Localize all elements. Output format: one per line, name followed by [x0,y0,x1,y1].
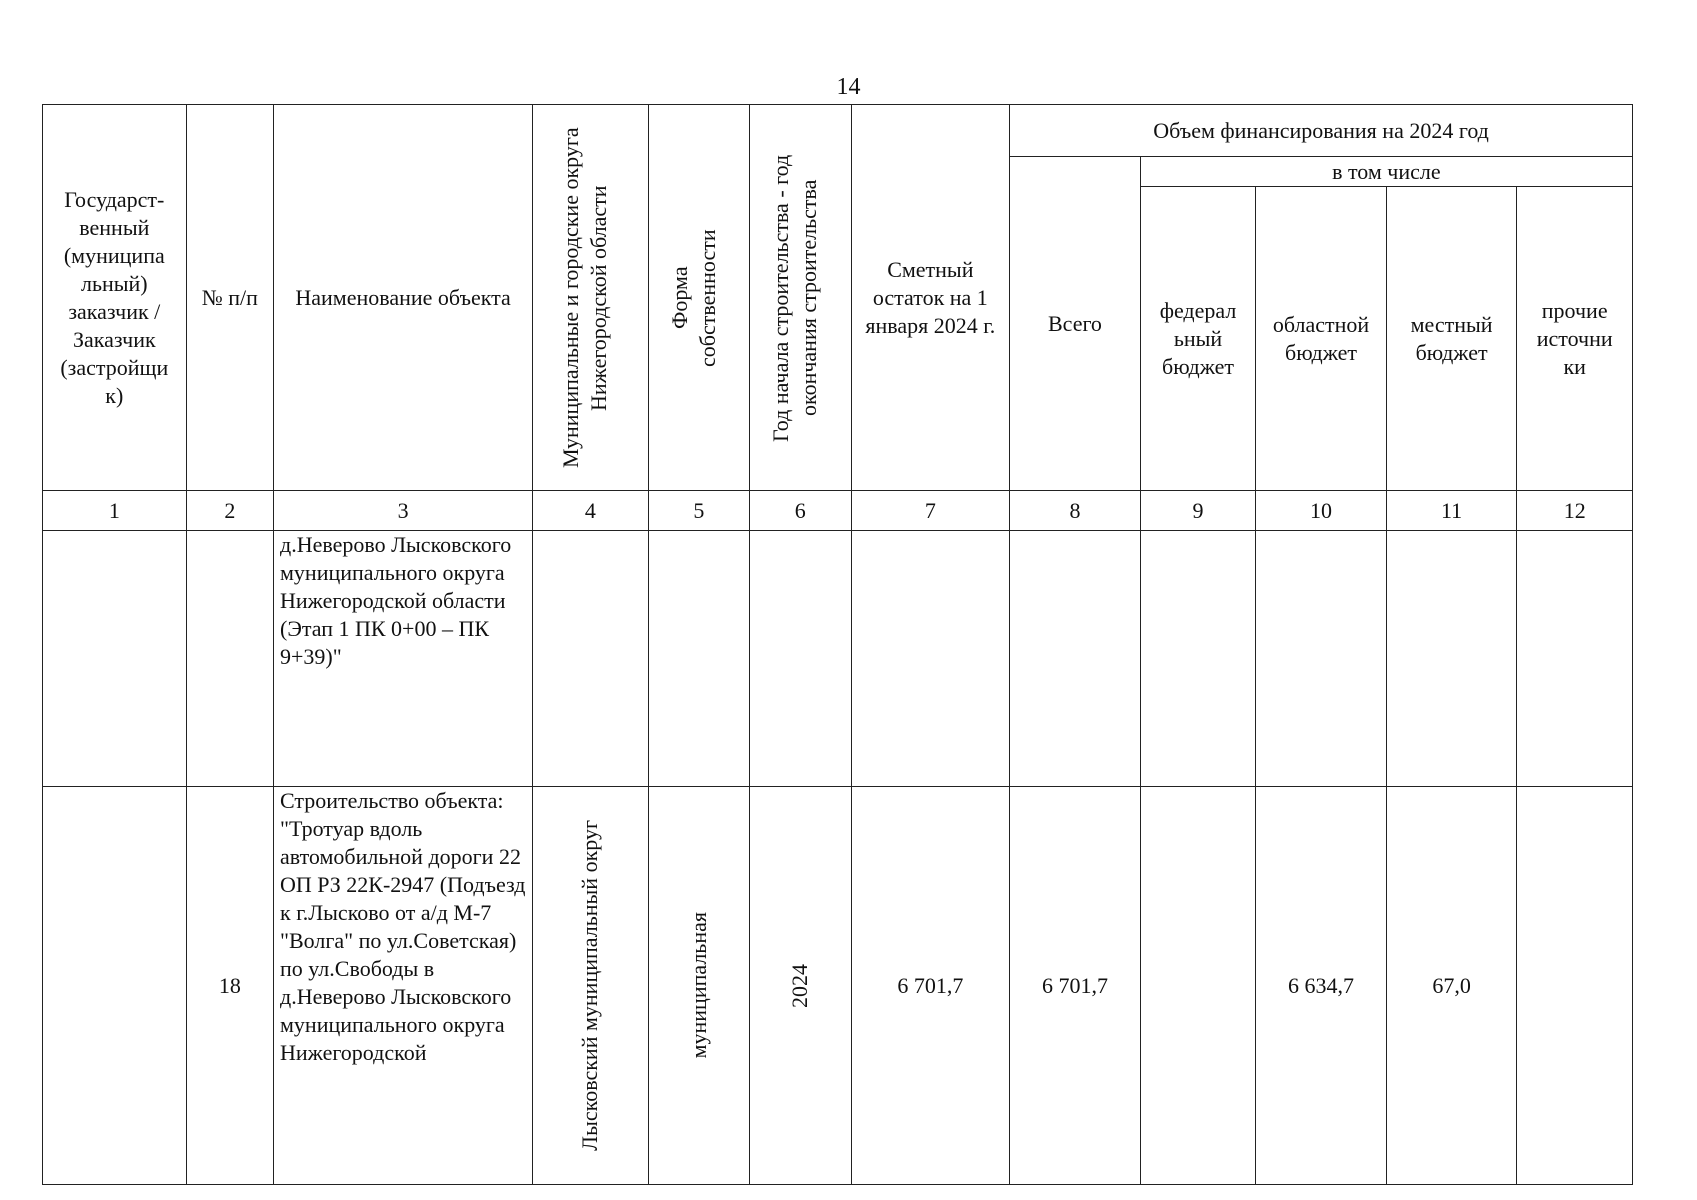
cell-local [1386,531,1517,787]
cell-regional: 6 634,7 [1256,787,1387,1185]
cell-federal [1140,787,1256,1185]
cell-ownership-label: муниципальная [685,912,711,1059]
header-customer: Государст-венный (муниципа льный) заказчик / Заказчик (застройщи к) [43,105,187,491]
header-total: Всего [1010,157,1141,491]
cell-total [1010,531,1141,787]
cell-federal [1140,531,1256,787]
column-number: 10 [1256,491,1387,531]
cell-estimate [851,531,1010,787]
column-number: 4 [533,491,649,531]
cell-other [1517,531,1633,787]
cell-object-name: Строительство объекта: "Тротуар вдоль автомобильной дороги 22 ОП РЗ 22К-2947 (Подъезд к г.Лысково от а/д М-7 "Волга" по ул.Советская) по ул.Свободы в д.Неверово Лысковского муниципального округа Нижегородской [274,787,533,1185]
page-number: 14 [836,74,861,100]
cell-estimate: 6 701,7 [851,787,1010,1185]
cell-object-name: д.Неверово Лысковского муниципального округа Нижегородской области (Этап 1 ПК 0+00 – ПК 9+39)" [274,531,533,787]
cell-district [533,531,649,787]
table-row [43,531,1633,787]
column-number: 6 [750,491,851,531]
column-number: 3 [274,491,533,531]
cell-customer [43,787,187,1185]
cell-other [1517,787,1633,1185]
column-number: 11 [1386,491,1517,531]
cell-customer [43,531,187,787]
cell-local: 67,0 [1386,787,1517,1185]
header-districts [533,105,649,491]
column-number: 8 [1010,491,1141,531]
table-row [43,787,1633,1185]
header-local: местный бюджет [1386,187,1517,491]
header-regional: областной бюджет [1256,187,1387,491]
column-number: 2 [186,491,273,531]
header-districts-label: Муниципальные и городские округа Нижегородской области [558,127,612,468]
column-number: 7 [851,491,1010,531]
cell-ownership [648,531,749,787]
cell-years-label: 2024 [787,963,813,1008]
cell-regional [1256,531,1387,787]
cell-ownership [648,787,749,1185]
header-estimate: Сметный остаток на 1 января 2024 г. [851,105,1010,491]
header-federal: федерал ьный бюджет [1140,187,1256,491]
header-years-label: Год начала строительства - год окончания строительства [768,153,822,442]
column-number: 12 [1517,491,1633,531]
construction-financing-table [42,104,1633,1185]
column-number: 9 [1140,491,1256,531]
header-ownership [648,105,749,491]
cell-district-label: Лысковский муниципальный округ [577,820,603,1151]
header-financing: Объем финансирования на 2024 год [1010,105,1633,157]
cell-number [186,531,273,787]
header-including: в том числе [1140,157,1632,187]
header-object-name: Наименование объекта [274,105,533,491]
cell-years [750,531,851,787]
header-other: прочие источни ки [1517,187,1633,491]
header-ownership-label: Форма собственности [666,228,720,367]
column-numbers-row [43,491,1633,531]
cell-district [533,787,649,1185]
cell-total: 6 701,7 [1010,787,1141,1185]
column-number: 1 [43,491,187,531]
column-number: 5 [648,491,749,531]
cell-number: 18 [186,787,273,1185]
header-number: № п/п [186,105,273,491]
cell-years [750,787,851,1185]
header-years [750,105,851,491]
